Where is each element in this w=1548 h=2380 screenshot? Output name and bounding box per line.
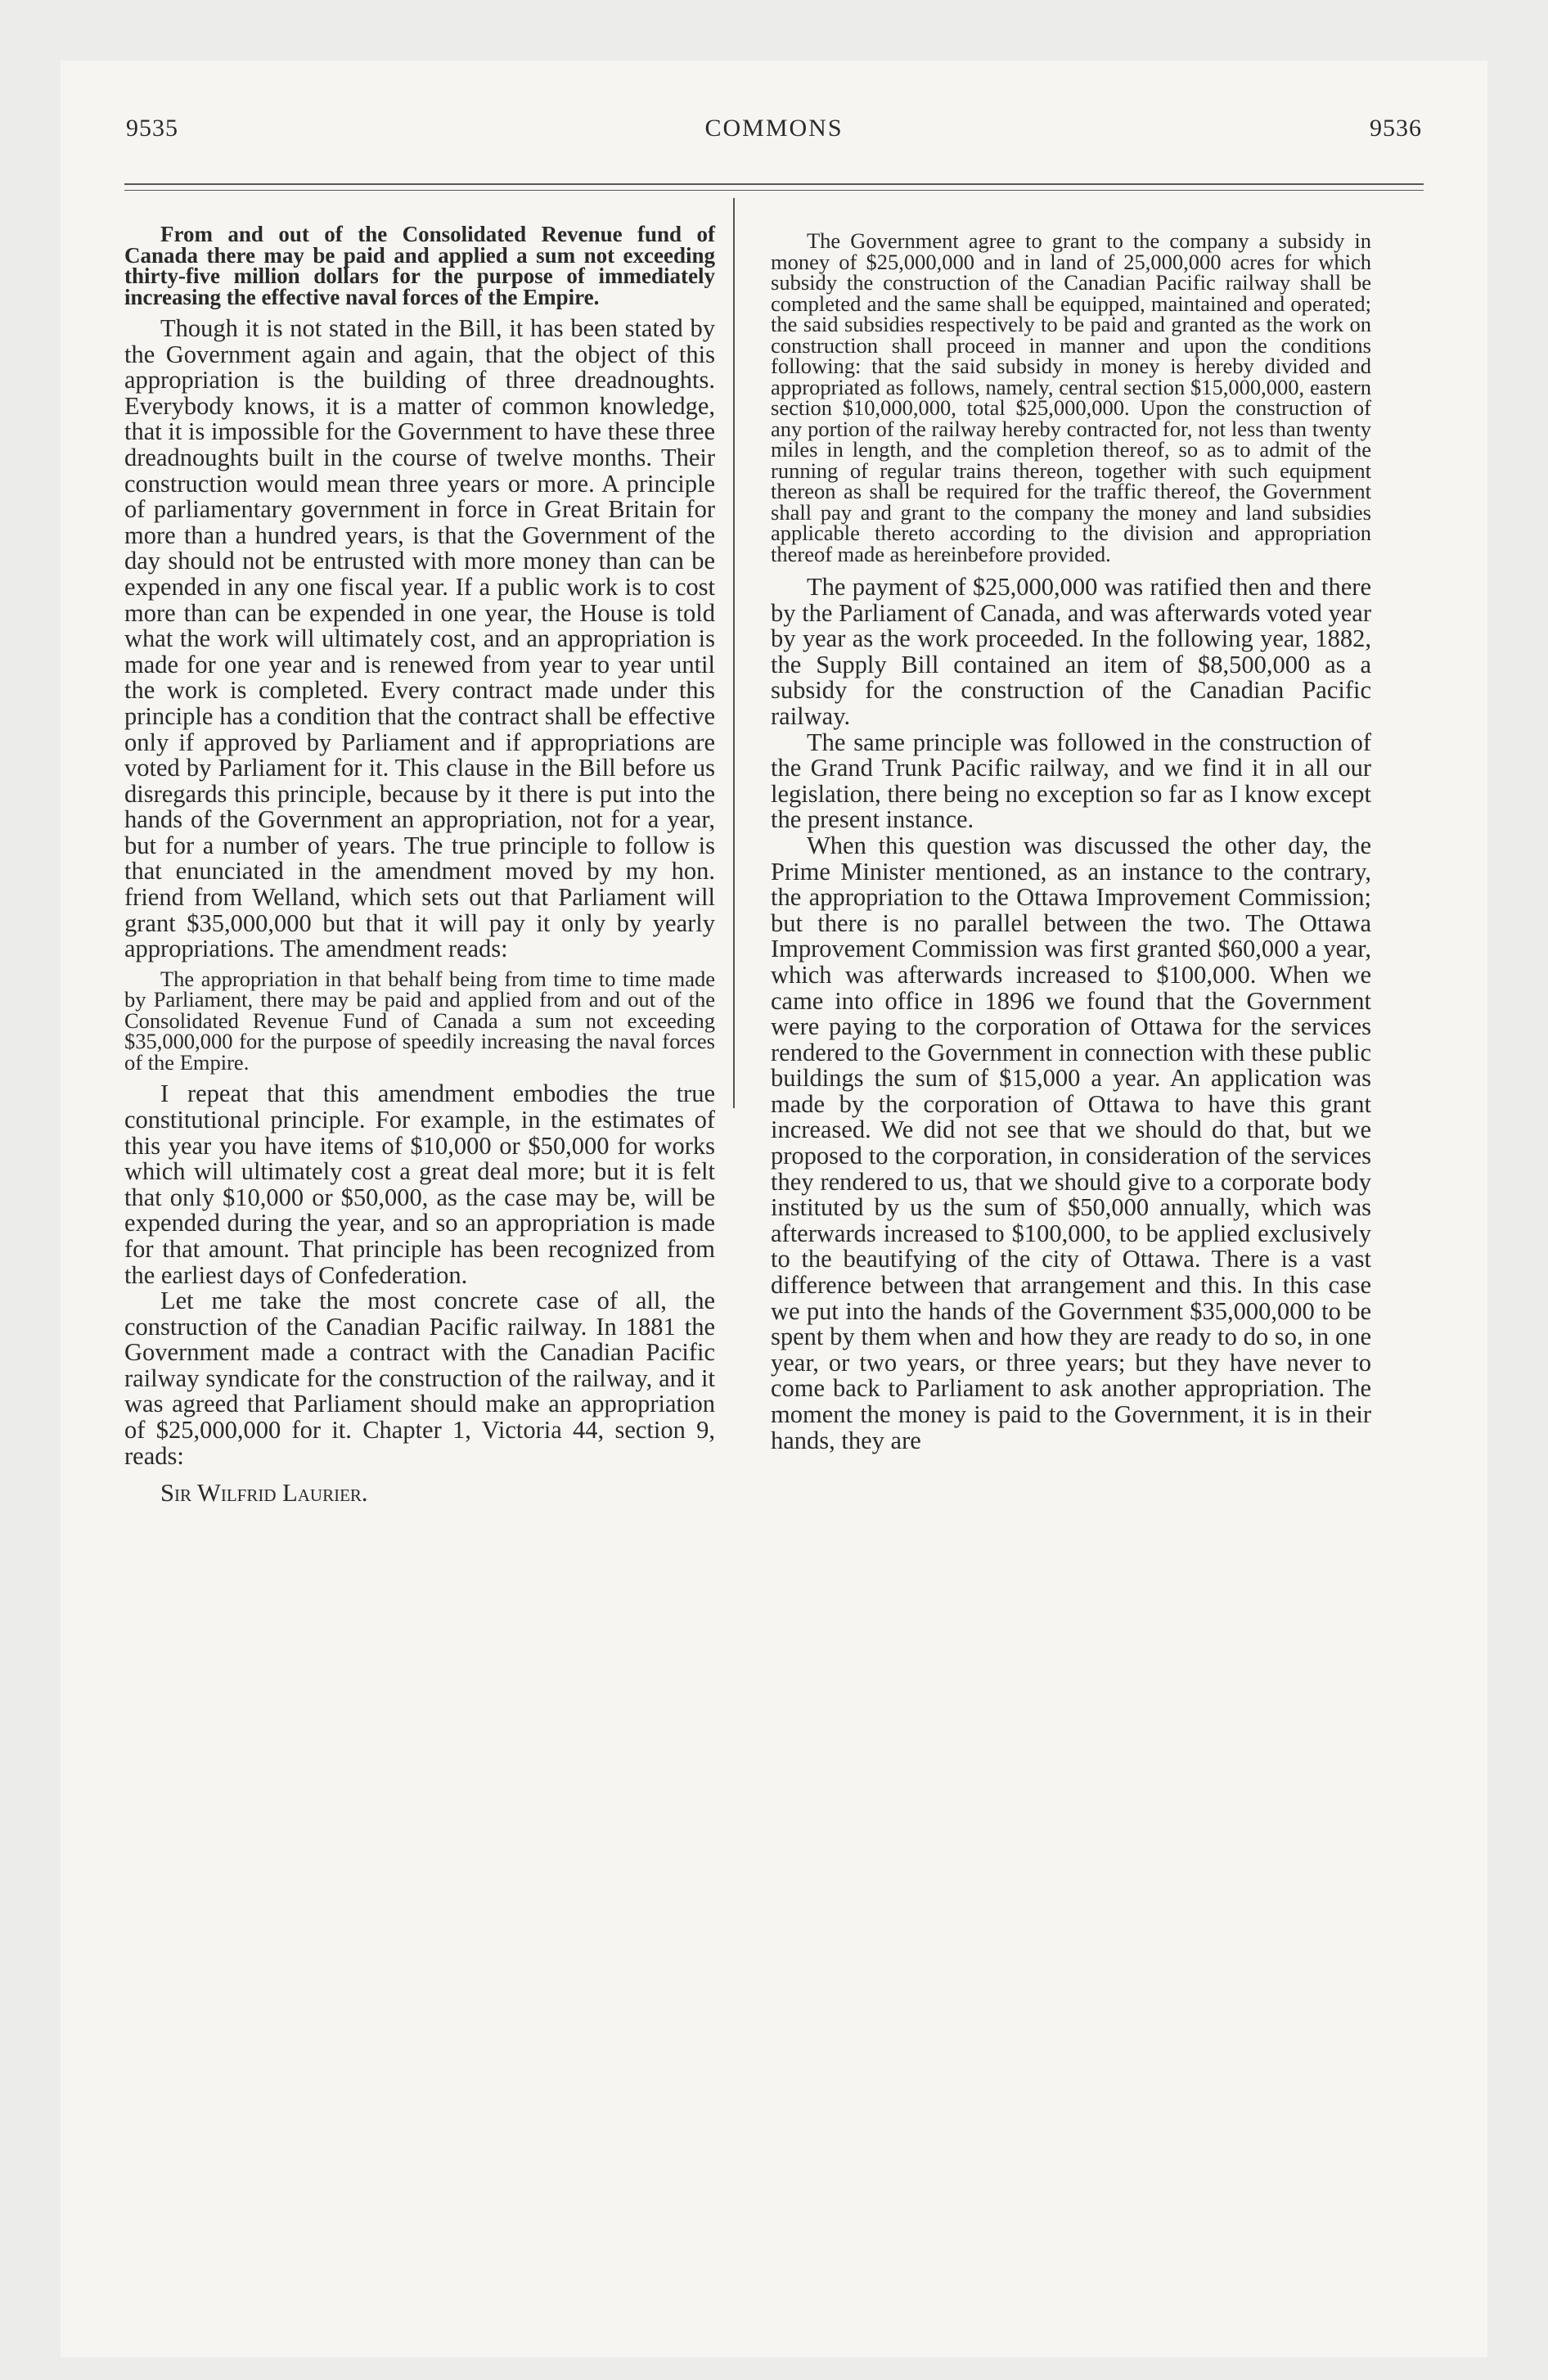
paragraph: The payment of $25,000,000 was ratified then and there by the Parliament of Canada, and was afterwards voted year by year as the work proceeded. In the following year, 1882, the Supply Bill contained an item of $8,500,000 as a subsidy for the construction of the Canadian Pacific railway.	[771, 573, 1371, 730]
amendment-quote: The appropriation in that behalf being from time to time made by Parliament, there may be paid and applied from and out of the Consolidated Revenue Fund of Canada a sum not exceeding $35,000,000 for the purpose of speedily increasing the naval forces of the Empire.	[124, 966, 715, 1075]
paragraph: The same principle was followed in the construction of the Grand Trunk Pacific railway, and we find it in all our legislation, there being no exception so far as I know except the present instance.	[771, 728, 1371, 834]
page-header	[126, 115, 1422, 151]
column-divider	[733, 198, 735, 1108]
header-rule-thin	[124, 190, 1424, 191]
speaker-name: Sir Wilfrid Laurier.	[160, 1479, 368, 1508]
paragraph: Let me take the most concrete case of all, the construction of the Canadian Pacific railway. In 1881 the Government made a contract with the Canadian Pacific railway syndicate for the construction of the railway, and it was agreed that Parliament should make an appropriation of $25,000,000 for it. Chapter 1, Victoria 44, section 9, reads:	[124, 1287, 715, 1470]
right-column	[771, 224, 1371, 1454]
bill-clause: From and out of the Consolidated Revenue fund of Canada there may be paid and applied a sum not exceeding thirty-five million dollars for the purpose of immediately increasing the effective naval forces of the Empire.	[124, 222, 715, 309]
paragraph: Though it is not stated in the Bill, it has been stated by the Government again and again, that the object of this appropriation is the building of three dreadnoughts. Everybody knows, it is a matter of common knowledge, that it is impossible for the Government to have these three dreadnoughts built in the course of twelve months. Their construction would mean three years or more. A principle of parliamentary government in force in Great Britain for more than a hundred years, is that the Government of the day should not be entrusted with more money than can be expended in any one fiscal year. If a public work is to cost more than can be expended in one year, the House is told what the work will ultimately cost, and an appropriation is made for one year and is renewed from year to year until the work is completed. Every contract made under this principle has a condition that the contract shall be effective only if approved by Parliament and if appropriations are voted by Parliament for it. This clause in the Bill before us disregards this principle, because by it there is put into the hands of the Government an appropriation, not for a year, but for a number of years. The true principle to follow is that enunciated in the amendment moved by my hon. friend from Welland, which sets out that Parliament will grant $35,000,000 but that it will pay it only by yearly appropriations. The amendment reads:	[124, 314, 715, 963]
page-title: COMMONS	[704, 115, 844, 142]
right-page-number: 9536	[1370, 115, 1422, 142]
paragraph: I repeat that this amendment embodies the true constitutional principle. For example, in the estimates of this year you have items of $10,000 or $50,000 for works which will ultimately cost a great deal more; but it is felt that only $10,000 or $50,000, as the case may be, will be expended during the year, and so an appropriation is made for that amount. That principle has been recognized from the earliest days of Confederation.	[124, 1080, 715, 1289]
hansard-page	[61, 61, 1487, 2357]
left-page-number: 9535	[126, 115, 178, 142]
statute-quote: The Government agree to grant to the company a subsidy in money of $25,000,000 and in land of 25,000,000 acres for which subsidy the construction of the Canadian Pacific railway shall be completed and the same shall be equipped, maintained and operated; the said subsidies respectively to be paid and granted as the work on construction shall proceed in manner and upon the conditions following: that the said subsidy in money is hereby divided and appropriated as follows, namely, central section $15,000,000, eastern section $10,000,000, total $25,000,000. Upon the construction of any portion of the railway hereby contracted for, not less than twenty miles in length, and the completion thereof, so as to admit of the running of regular trains thereon, together with such equipment thereon as shall be required for the traffic thereof, the Government shall pay and grant to the company the money and land subsidies applicable thereto according to the division and appropriation thereof made as hereinbefore provided.	[771, 228, 1371, 566]
header-rule	[124, 183, 1424, 185]
paragraph: When this question was discussed the other day, the Prime Minister mentioned, as an instance to the contrary, the appropriation to the Ottawa Improvement Commission; but there is no parallel between the two. The Ottawa Improvement Commission was first granted $60,000 a year, which was afterwards increased to $100,000. When we came into office in 1896 we found that the Government were paying to the corporation of Ottawa for the services rendered to the Government in connection with these public buildings the sum of $15,000 a year. An application was made by the corporation of Ottawa to have this grant increased. We did not see that we should do that, but we proposed to the corporation, in consideration of the services they rendered to us, that we should give to a corporate body instituted by us the sum of $50,000 annually, which was afterwards increased to $100,000, to be applied exclusively to the beautifying of the city of Ottawa. There is a vast difference between that arrangement and this. In this case we put into the hands of the Government $35,000,000 to be spent by them when and how they are ready to do so, in one year, or two years, or three years; but they have never to come back to Parliament to ask another appropriation. The moment the money is paid to the Government, it is in their hands, they are	[771, 831, 1371, 1454]
left-column	[124, 224, 715, 1507]
